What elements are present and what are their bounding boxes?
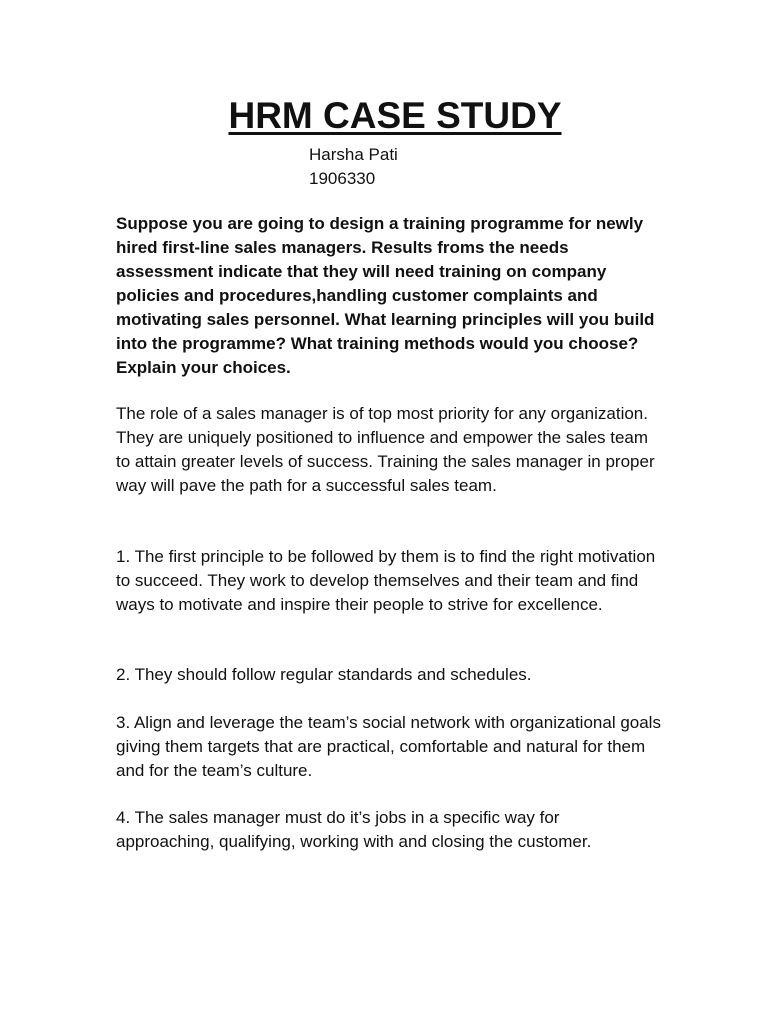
intro-paragraph: The role of a sales manager is of top most priority for any organization. They are uniquely positioned to influence and empower the sales team to attain greater levels of success. Training the sales manager in proper way will pave the path for a successful sales team. — [116, 404, 655, 495]
author-block — [309, 143, 398, 191]
case-question: Suppose you are going to design a training programme for newly hired first-line sales managers. Results froms the needs assessment indicate that they will need training on company policies and procedures,handling customer complaints and motivating sales personnel. What learning principles will you build into the programme? What training methods would you choose? Explain your choices. — [116, 214, 655, 377]
author-id: 1906330 — [309, 169, 376, 188]
author-name: Harsha Pati — [309, 145, 398, 164]
principle-3-paragraph: 3. Align and leverage the team’s social network with organizational goals giving them targets that are practical, comfortable and natural for them and for the team’s culture. — [116, 713, 661, 780]
principle-1-paragraph: 1. The first principle to be followed by them is to find the right motivation to succeed. They work to develop themselves and their team and find ways to motivate and inspire their people to strive for excellence. — [116, 547, 656, 614]
principle-2-paragraph: 2. They should follow regular standards and schedules. — [116, 665, 532, 684]
principle-4-paragraph: 4. The sales manager must do it’s jobs in a specific way for approaching, qualifying, working with and closing the customer. — [116, 808, 592, 851]
document-title: HRM CASE STUDY — [228, 95, 562, 136]
